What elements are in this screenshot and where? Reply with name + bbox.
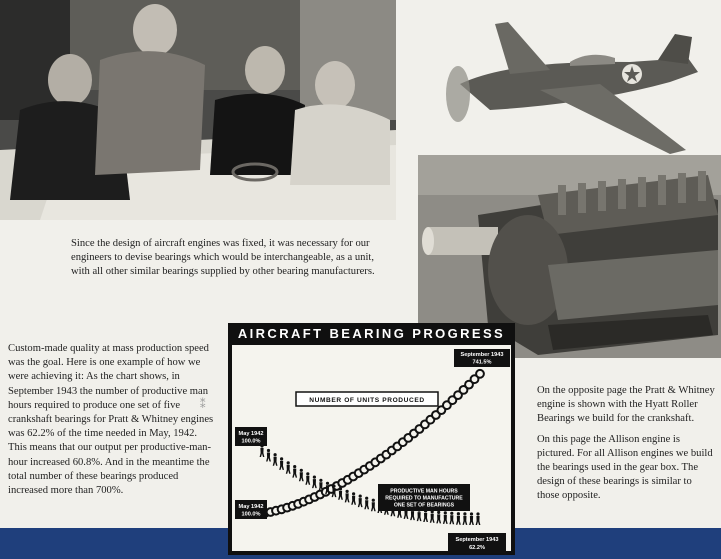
man-hour-figure-marker bbox=[292, 465, 297, 478]
man-hour-figure-marker bbox=[312, 476, 317, 489]
man-hour-figure-marker bbox=[286, 461, 291, 474]
hours-end-date: September 1943 bbox=[455, 537, 499, 543]
man-hour-figure-marker bbox=[345, 490, 350, 503]
hours-start-date: May 1942 bbox=[238, 504, 264, 510]
man-hour-figure-marker bbox=[319, 479, 324, 492]
hours-label-line3: ONE SET OF BEARINGS bbox=[393, 502, 455, 509]
man-hour-figure-marker bbox=[456, 512, 461, 525]
units-end-date: September 1943 bbox=[460, 352, 504, 358]
man-hour-figure-marker bbox=[476, 512, 481, 525]
man-hour-figure-marker bbox=[423, 509, 428, 522]
man-hour-figure-marker bbox=[443, 511, 448, 524]
hours-end-callout bbox=[448, 533, 506, 553]
man-hour-figure-marker bbox=[305, 472, 310, 485]
chart-svg bbox=[228, 323, 515, 555]
man-hour-figure-marker bbox=[279, 457, 284, 470]
man-hour-figure-marker bbox=[371, 499, 376, 512]
hours-start-value: 100.0% bbox=[241, 511, 261, 518]
units-start-value: 100.0% bbox=[241, 438, 261, 445]
left-column-paragraph: Custom-made quality at mass production speed was the goal. Here is one example of how we were achieving it: As the chart shows, in September 1943 the number of productive man hours required to produce one set of five crankshaft bearings for Pratt & Whitney engines was 62.2% of the time needed in May, 1942. This means that our output per productive-man-hour increased 60.8%. And in the meantime the total number of these bearings produced increased more than 700%. bbox=[8, 343, 214, 497]
engineers-caption bbox=[71, 237, 393, 280]
man-hour-figure-marker bbox=[436, 511, 441, 524]
hours-end-value: 62.2% bbox=[469, 545, 485, 551]
man-hour-figure-marker bbox=[430, 510, 435, 523]
hours-legend-label bbox=[378, 484, 470, 511]
fighter-plane-photo bbox=[430, 12, 720, 160]
units-end-value: 741.5% bbox=[472, 359, 492, 366]
man-hour-figure-marker bbox=[260, 444, 265, 457]
man-hour-figure-marker bbox=[469, 512, 474, 525]
man-hour-figure-marker bbox=[358, 495, 363, 508]
right-column-text bbox=[537, 384, 715, 504]
units-legend-label bbox=[296, 392, 438, 406]
units-start-callout bbox=[235, 427, 267, 446]
engineers-caption-text: Since the design of aircraft engines was fixed, it was necessary for our engineers to devise bearings which would be interchangeable, as a unit, with all other similar bearings supplied by other bearing manufacturers. bbox=[71, 238, 375, 278]
aircraft-bearing-progress-chart bbox=[228, 323, 515, 555]
left-column-text bbox=[8, 342, 214, 498]
man-hour-figure-marker bbox=[351, 492, 356, 505]
chart-title: AIRCRAFT BEARING PROGRESS bbox=[237, 326, 506, 341]
man-hour-figure-marker bbox=[266, 449, 271, 462]
right-column-paragraph-2: On this page the Allison engine is pictured. For all Allison engines we build the bearings used in the gear box. The design of these bearings is similar to those opposite. bbox=[537, 433, 713, 502]
pencil-mark: ⁑ bbox=[200, 399, 206, 411]
man-hour-figure-marker bbox=[299, 469, 304, 482]
man-hour-figure-marker bbox=[449, 512, 454, 525]
unit-ring-marker bbox=[476, 370, 484, 378]
man-hour-figure-marker bbox=[463, 512, 468, 525]
hours-label-line2: REQUIRED TO MANUFACTURE bbox=[385, 495, 463, 502]
units-label-text: NUMBER OF UNITS PRODUCED bbox=[309, 397, 425, 404]
hours-start-callout bbox=[235, 500, 267, 519]
engineers-photo bbox=[0, 0, 396, 220]
hours-label-line1: PRODUCTIVE MAN HOURS bbox=[390, 488, 458, 495]
man-hour-figure-marker bbox=[273, 453, 278, 466]
units-start-date: May 1942 bbox=[238, 431, 264, 437]
right-column-paragraph-1: On the opposite page the Pratt & Whitney engine is shown with the Hyatt Roller Bearings we build for the crankshaft. bbox=[537, 385, 715, 425]
man-hour-figure-marker bbox=[364, 497, 369, 510]
units-end-callout bbox=[454, 349, 510, 367]
